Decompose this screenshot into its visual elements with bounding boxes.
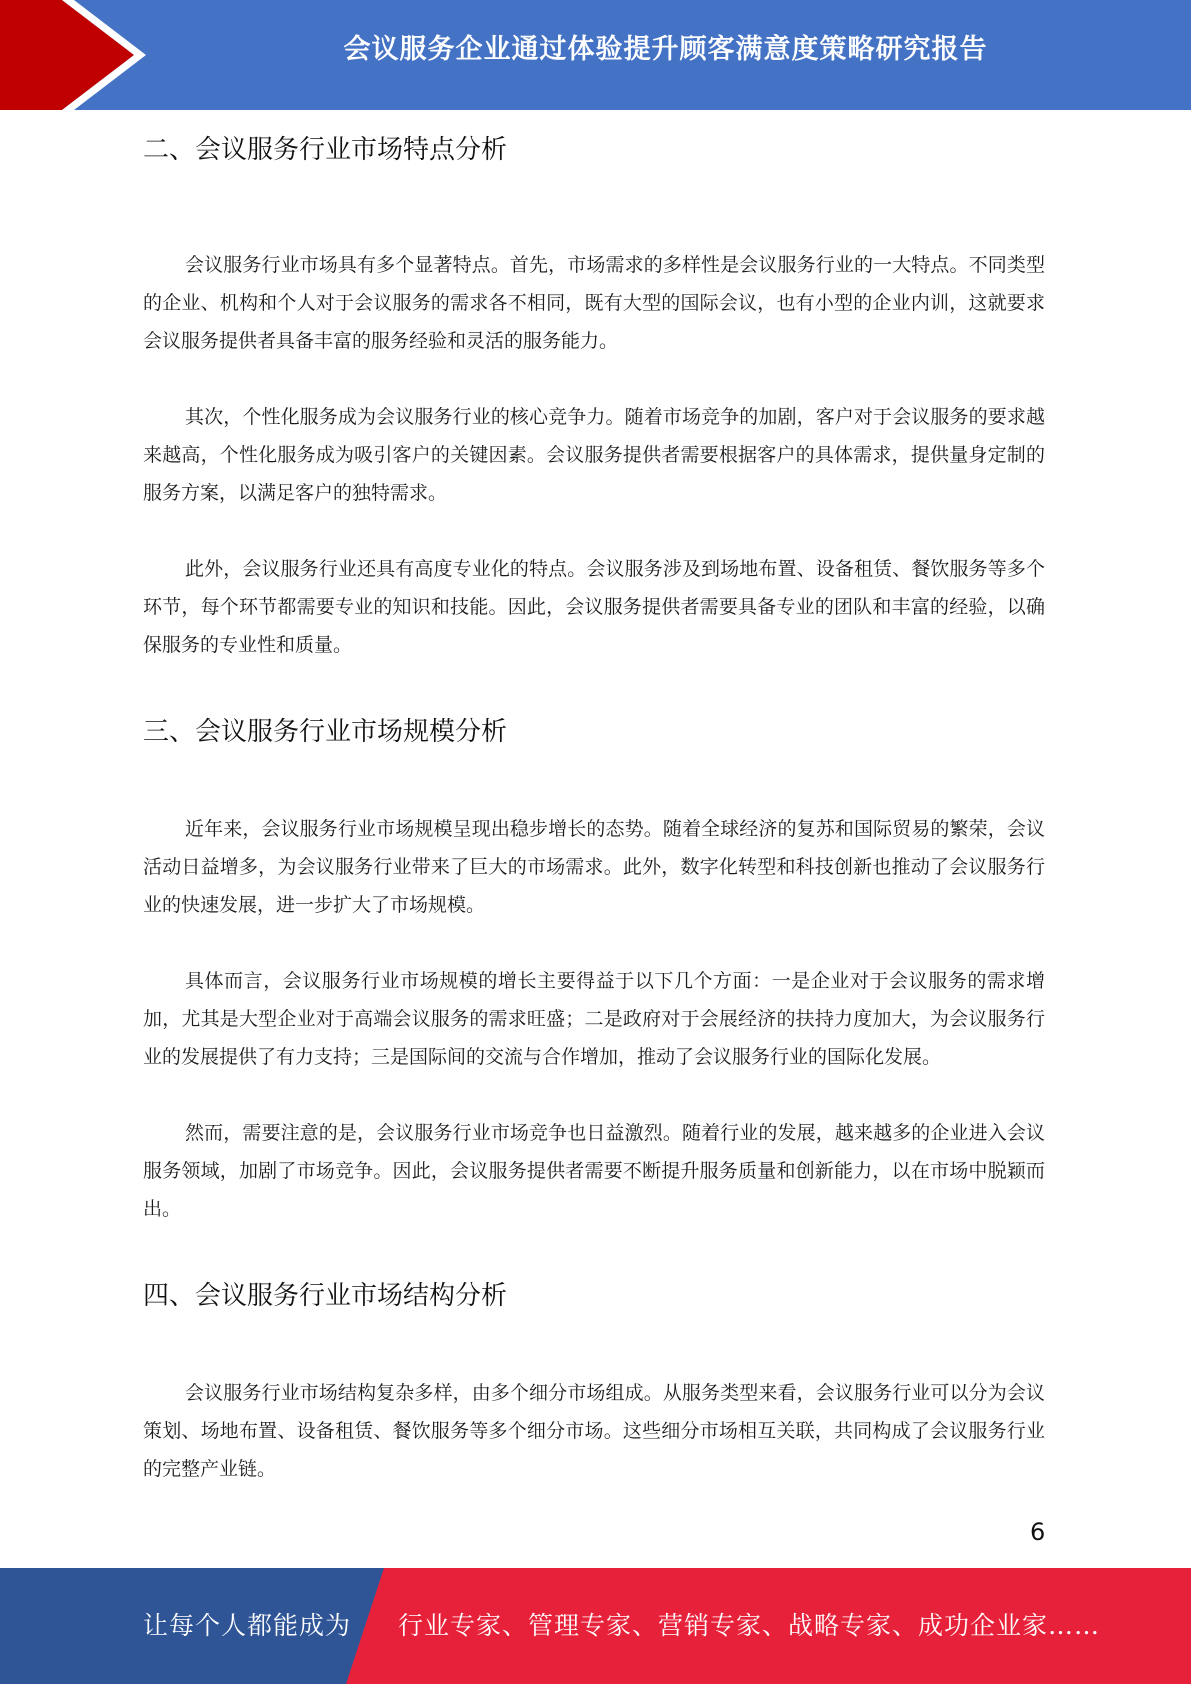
- paragraph: 此外，会议服务行业还具有高度专业化的特点。会议服务涉及到场地布置、设备租赁、餐饮服务等多个环节，每个环节都需要专业的知识和技能。因此，会议服务提供者需要具备专业的团队和丰富的经验，以确保服务的专业性和质量。: [143, 558, 1045, 656]
- chevron-red-shape: [0, 0, 134, 110]
- page-content: [143, 130, 1045, 1488]
- section-heading: 三、会议服务行业市场规模分析: [143, 717, 508, 747]
- paragraph: 会议服务行业市场具有多个显著特点。首先，市场需求的多样性是会议服务行业的一大特点。不同类型的企业、机构和个人对于会议服务的需求各不相同，既有大型的国际会议，也有小型的企业内训，这就要求会议服务提供者具备丰富的服务经验和灵活的服务能力。: [143, 254, 1045, 352]
- header-chevron-decoration: [0, 0, 160, 110]
- page-footer: [0, 1568, 1191, 1684]
- section-heading: 四、会议服务行业市场结构分析: [143, 1281, 508, 1311]
- paragraph: 然而，需要注意的是，会议服务行业市场竞争也日益激烈。随着行业的发展，越来越多的企业进入会议服务领域，加剧了市场竞争。因此，会议服务提供者需要不断提升服务质量和创新能力，以在市场中脱颖而出。: [143, 1122, 1045, 1220]
- page-header: [0, 0, 1191, 110]
- paragraph: 会议服务行业市场结构复杂多样，由多个细分市场组成。从服务类型来看，会议服务行业可以分为会议策划、场地布置、设备租赁、餐饮服务等多个细分市场。这些细分市场相互关联，共同构成了会议服务行业的完整产业链。: [143, 1382, 1045, 1480]
- footer-slogan-right: 行业专家、管理专家、营销专家、战略专家、成功企业家……: [398, 1611, 1101, 1640]
- page-number: 6: [1030, 1518, 1046, 1546]
- footer-slogan-left: 让每个人都能成为: [143, 1611, 352, 1640]
- report-title: 会议服务企业通过体验提升顾客满意度策略研究报告: [343, 34, 988, 65]
- section-heading: 二、会议服务行业市场特点分析: [143, 135, 508, 165]
- paragraph: 近年来，会议服务行业市场规模呈现出稳步增长的态势。随着全球经济的复苏和国际贸易的繁荣，会议活动日益增多，为会议服务行业带来了巨大的市场需求。此外，数字化转型和科技创新也推动了会议服务行业的快速发展，进一步扩大了市场规模。: [143, 818, 1045, 916]
- paragraph: 具体而言，会议服务行业市场规模的增长主要得益于以下几个方面：一是企业对于会议服务的需求增加，尤其是大型企业对于高端会议服务的需求旺盛；二是政府对于会展经济的扶持力度加大，为会议服务行业的发展提供了有力支持；三是国际间的交流与合作增加，推动了会议服务行业的国际化发展。: [143, 970, 1045, 1068]
- paragraph: 其次，个性化服务成为会议服务行业的核心竞争力。随着市场竞争的加剧，客户对于会议服务的要求越来越高，个性化服务成为吸引客户的关键因素。会议服务提供者需要根据客户的具体需求，提供量身定制的服务方案，以满足客户的独特需求。: [143, 406, 1045, 504]
